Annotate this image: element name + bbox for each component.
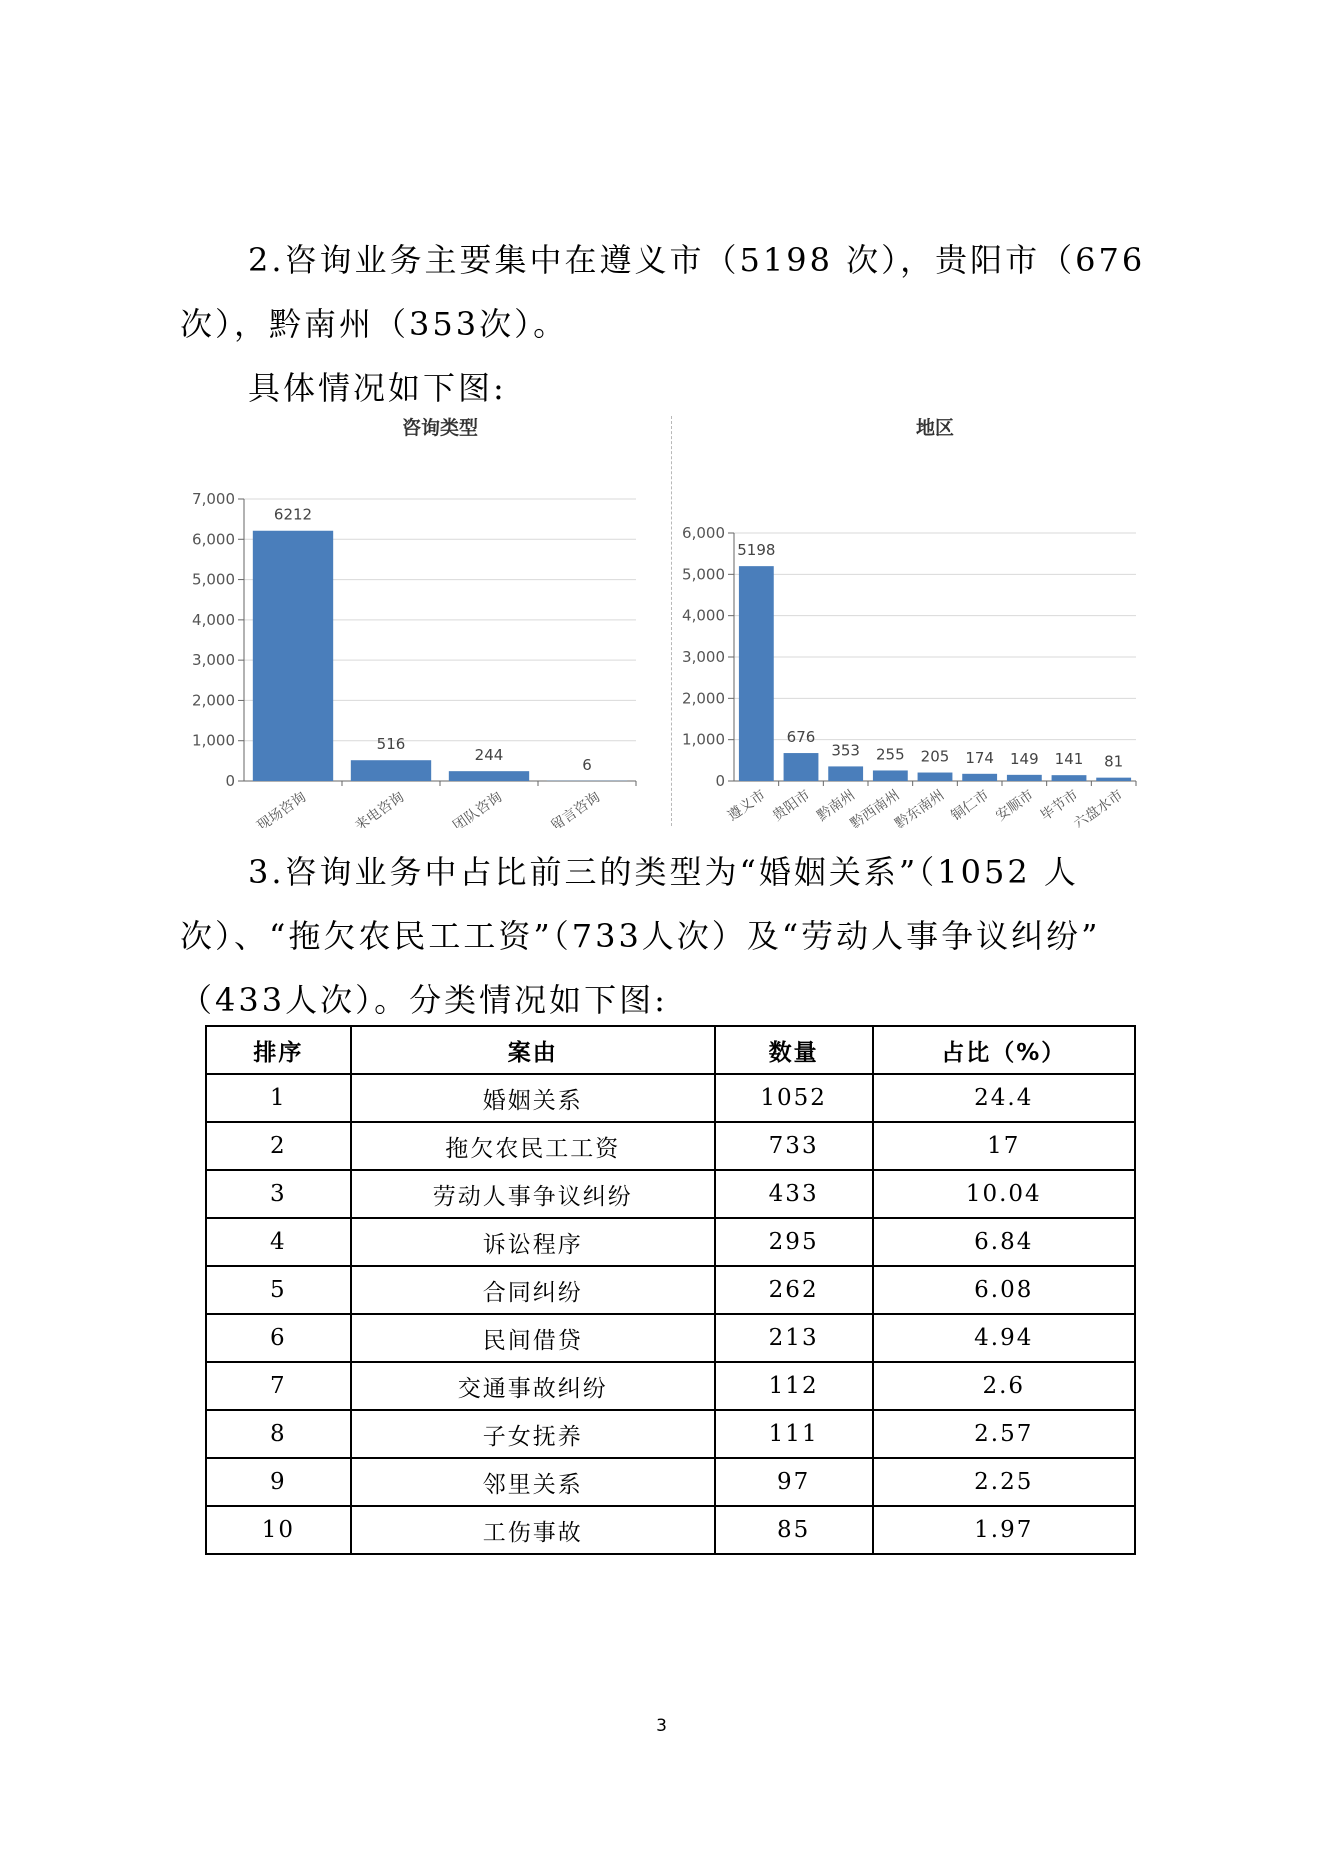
cell-share: 4.94 [873, 1314, 1136, 1362]
paragraph-line: 2.咨询业务主要集中在遵义市（5198 次），贵阳市（676 [248, 241, 1146, 279]
cell-share: 2.57 [873, 1410, 1136, 1458]
case-category-table [205, 1025, 1136, 1555]
bar [351, 760, 431, 781]
cell-share: 24.4 [873, 1074, 1136, 1122]
data-label: 205 [920, 747, 950, 766]
cell-share: 2.25 [873, 1458, 1136, 1506]
data-label: 255 [876, 745, 905, 764]
table-row [206, 1074, 1135, 1122]
y-tick-label: 4,000 [192, 610, 235, 629]
cell-rank: 9 [206, 1458, 351, 1506]
cell-cause: 拖欠农民工工资 [351, 1122, 715, 1170]
bar [1052, 775, 1087, 781]
y-tick-label: 0 [225, 772, 235, 790]
data-label: 516 [376, 735, 406, 754]
data-label: 5198 [737, 541, 776, 560]
header-share: 占比（%） [873, 1026, 1136, 1074]
cell-count: 85 [715, 1506, 873, 1554]
paragraph-line: 3.咨询业务中占比前三的类型为“婚姻关系”（1052 人 [248, 853, 1079, 891]
cell-count: 262 [715, 1266, 873, 1314]
paragraph-line: 具体情况如下图: [248, 369, 507, 407]
data-label: 141 [1054, 750, 1084, 769]
bar [739, 566, 774, 781]
category-label: 黔南州 [814, 787, 858, 825]
page-number: 3 [656, 1716, 667, 1736]
category-label: 铜仁市 [948, 787, 992, 825]
paragraph-top-types [180, 840, 1160, 1032]
cell-share: 17 [873, 1122, 1136, 1170]
table-row [206, 1170, 1135, 1218]
data-label: 353 [831, 741, 860, 760]
consult-type-chart [180, 408, 660, 832]
cell-rank: 4 [206, 1218, 351, 1266]
table-row [206, 1506, 1135, 1554]
y-tick-label: 3,000 [682, 648, 725, 666]
y-tick-label: 4,000 [682, 606, 725, 625]
region-chart-svg [672, 408, 1162, 828]
cell-share: 6.84 [873, 1218, 1136, 1266]
cell-share: 6.08 [873, 1266, 1136, 1314]
bar [1007, 775, 1042, 781]
region-chart [672, 408, 1162, 832]
cell-rank: 5 [206, 1266, 351, 1314]
y-tick-label: 5,000 [192, 570, 235, 589]
cell-count: 1052 [715, 1074, 873, 1122]
cell-count: 733 [715, 1122, 873, 1170]
category-label: 留言咨询 [548, 789, 604, 828]
bar [449, 771, 529, 781]
cell-rank: 10 [206, 1506, 351, 1554]
bar [873, 770, 908, 781]
header-rank: 排序 [206, 1026, 351, 1074]
cell-count: 111 [715, 1410, 873, 1458]
cell-cause: 劳动人事争议纠纷 [351, 1170, 715, 1218]
cell-rank: 3 [206, 1170, 351, 1218]
y-tick-label: 0 [715, 772, 725, 790]
category-label: 团队咨询 [450, 789, 506, 828]
cell-cause: 工伤事故 [351, 1506, 715, 1554]
table-row [206, 1362, 1135, 1410]
table-row [206, 1314, 1135, 1362]
cell-cause: 婚姻关系 [351, 1074, 715, 1122]
category-label: 黔西南州 [847, 787, 903, 828]
y-tick-label: 1,000 [682, 730, 725, 749]
category-label: 遵义市 [725, 787, 769, 825]
category-label: 六盘水市 [1070, 787, 1126, 828]
bar [828, 766, 863, 781]
category-label: 来电咨询 [352, 789, 408, 828]
cell-rank: 6 [206, 1314, 351, 1362]
data-label: 81 [1104, 752, 1124, 771]
cell-count: 97 [715, 1458, 873, 1506]
cell-rank: 1 [206, 1074, 351, 1122]
category-label: 现场咨询 [254, 789, 310, 828]
y-tick-label: 7,000 [192, 490, 235, 508]
bar [962, 774, 997, 781]
cell-cause: 民间借贷 [351, 1314, 715, 1362]
cell-count: 295 [715, 1218, 873, 1266]
y-tick-label: 2,000 [192, 691, 235, 710]
bar [1096, 778, 1131, 781]
y-tick-label: 6,000 [682, 524, 725, 542]
bar [253, 531, 333, 781]
y-tick-label: 3,000 [192, 651, 235, 670]
bar [918, 773, 953, 781]
category-label: 安顺市 [993, 787, 1037, 825]
data-label: 149 [1010, 749, 1039, 768]
header-cause: 案由 [351, 1026, 715, 1074]
table-row [206, 1410, 1135, 1458]
y-tick-label: 5,000 [682, 565, 725, 584]
paragraph-line: （433人次）。分类情况如下图: [180, 981, 668, 1019]
paragraph-regions [180, 228, 1160, 356]
data-label: 6212 [273, 505, 313, 524]
y-tick-label: 6,000 [192, 530, 235, 549]
data-label: 6 [582, 755, 592, 774]
cell-count: 112 [715, 1362, 873, 1410]
consult-type-chart-svg [180, 408, 660, 828]
chart-title: 地区 [915, 417, 955, 439]
table-row [206, 1122, 1135, 1170]
data-label: 244 [474, 746, 504, 765]
table-header-row [206, 1026, 1135, 1074]
cell-share: 10.04 [873, 1170, 1136, 1218]
cell-rank: 2 [206, 1122, 351, 1170]
category-label: 毕节市 [1037, 787, 1082, 825]
paragraph-line: 次），黔南州（353次）。 [180, 305, 569, 343]
data-label: 676 [786, 728, 816, 747]
header-count: 数量 [715, 1026, 873, 1074]
data-label: 174 [965, 748, 994, 767]
cell-cause: 子女抚养 [351, 1410, 715, 1458]
paragraph-line: 次）、“拖欠农民工工资”（733人次）及“劳动人事争议纠纷” [180, 917, 1101, 955]
y-tick-label: 1,000 [192, 731, 235, 750]
cell-cause: 诉讼程序 [351, 1218, 715, 1266]
cell-share: 2.6 [873, 1362, 1136, 1410]
category-label: 黔东南州 [892, 787, 948, 828]
table-row [206, 1266, 1135, 1314]
cell-rank: 7 [206, 1362, 351, 1410]
category-label: 贵阳市 [769, 787, 814, 825]
cell-cause: 邻里关系 [351, 1458, 715, 1506]
cell-count: 213 [715, 1314, 873, 1362]
cell-cause: 合同纠纷 [351, 1266, 715, 1314]
cell-count: 433 [715, 1170, 873, 1218]
table-row [206, 1458, 1135, 1506]
cell-share: 1.97 [873, 1506, 1136, 1554]
cell-rank: 8 [206, 1410, 351, 1458]
bar [784, 753, 819, 781]
table-row [206, 1218, 1135, 1266]
y-tick-label: 2,000 [682, 689, 725, 708]
cell-cause: 交通事故纠纷 [351, 1362, 715, 1410]
chart-title: 咨询类型 [401, 417, 479, 439]
